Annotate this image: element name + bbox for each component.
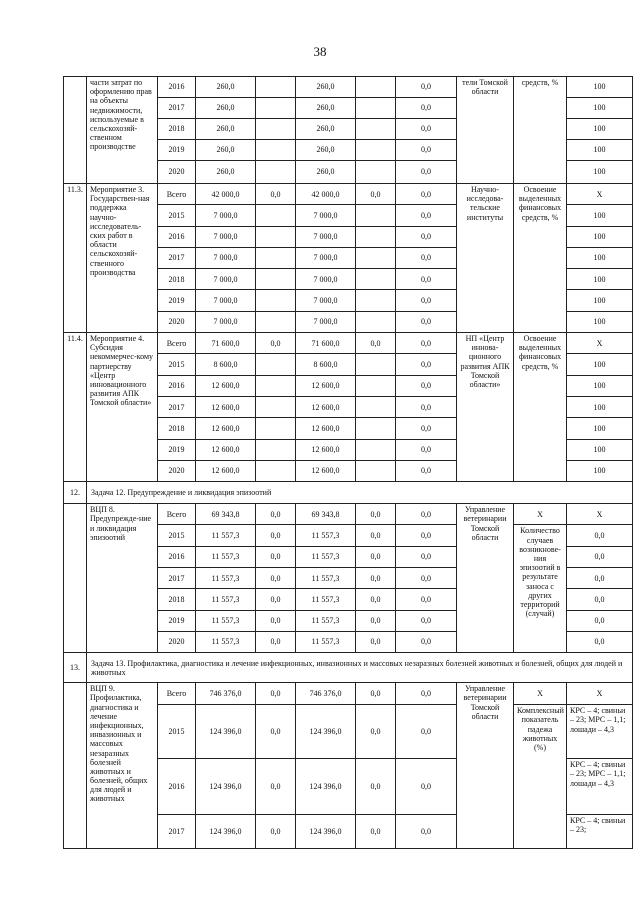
total-cell: 260,0 xyxy=(196,119,256,140)
federal-cell xyxy=(256,226,296,247)
indicator-value-cell: 100 xyxy=(567,161,633,184)
indicator-value-cell: 100 xyxy=(567,290,633,311)
total-cell: 260,0 xyxy=(196,161,256,184)
total-cell: 69 343,8 xyxy=(196,504,256,525)
municipal-cell xyxy=(356,205,396,226)
table-row xyxy=(64,333,633,354)
regional-cell: 71 600,0 xyxy=(296,333,356,354)
year-cell: 2015 xyxy=(158,205,196,226)
total-cell: 12 600,0 xyxy=(196,375,256,396)
activity-name: части затрат по оформлению прав на объекты недвижимости, используемые в сельскохозяй-ственном производстве xyxy=(87,77,158,184)
federal-cell: 0,0 xyxy=(256,683,296,705)
regional-cell: 11 557,3 xyxy=(296,589,356,610)
indicator-value-cell: 0,0 xyxy=(567,589,633,610)
municipal-cell xyxy=(356,98,396,119)
extrabudget-cell: 0,0 xyxy=(396,610,457,631)
federal-cell xyxy=(256,140,296,161)
year-cell: 2017 xyxy=(158,568,196,589)
municipal-cell xyxy=(356,269,396,290)
extrabudget-cell: 0,0 xyxy=(396,396,457,417)
total-cell: 124 396,0 xyxy=(196,815,256,849)
municipal-cell: 0,0 xyxy=(356,568,396,589)
extrabudget-cell: 0,0 xyxy=(396,631,457,652)
indicator-value-cell: 100 xyxy=(567,418,633,439)
budget-table xyxy=(63,76,633,849)
regional-cell: 7 000,0 xyxy=(296,269,356,290)
municipal-cell: 0,0 xyxy=(356,333,396,354)
extrabudget-cell: 0,0 xyxy=(396,140,457,161)
regional-cell: 42 000,0 xyxy=(296,184,356,205)
indicator-value-cell: Х xyxy=(567,683,633,705)
indicator-value-cell: 0,0 xyxy=(567,631,633,652)
total-cell: 11 557,3 xyxy=(196,589,256,610)
task-title: Задача 13. Профилактика, диагностика и лечение инфекционных, инвазионных и массовых незаразных болезней животных и болезней, общих для людей и животных xyxy=(87,653,633,683)
total-cell: 746 376,0 xyxy=(196,683,256,705)
year-cell: 2015 xyxy=(158,705,196,759)
regional-cell: 11 557,3 xyxy=(296,610,356,631)
total-cell: 8 600,0 xyxy=(196,354,256,375)
federal-cell: 0,0 xyxy=(256,610,296,631)
municipal-cell xyxy=(356,77,396,98)
executor-cell: тели Томской области xyxy=(457,77,514,184)
indicator-value-cell: 100 xyxy=(567,247,633,268)
total-cell: 7 000,0 xyxy=(196,269,256,290)
indicator-cell: Освоение выделенных финансовых средств, % xyxy=(514,333,567,482)
regional-cell: 124 396,0 xyxy=(296,815,356,849)
regional-cell: 11 557,3 xyxy=(296,568,356,589)
federal-cell: 0,0 xyxy=(256,184,296,205)
extrabudget-cell: 0,0 xyxy=(396,375,457,396)
extrabudget-cell: 0,0 xyxy=(396,119,457,140)
extrabudget-cell: 0,0 xyxy=(396,683,457,705)
municipal-cell xyxy=(356,119,396,140)
extrabudget-cell: 0,0 xyxy=(396,568,457,589)
year-cell: 2020 xyxy=(158,311,196,332)
federal-cell: 0,0 xyxy=(256,546,296,567)
indicator-value-cell: Х xyxy=(567,504,633,525)
indicator-value-cell: 0,0 xyxy=(567,546,633,567)
extrabudget-cell: 0,0 xyxy=(396,226,457,247)
year-cell: Всего xyxy=(158,184,196,205)
total-cell: 12 600,0 xyxy=(196,439,256,460)
total-cell: 71 600,0 xyxy=(196,333,256,354)
municipal-cell: 0,0 xyxy=(356,184,396,205)
federal-cell xyxy=(256,98,296,119)
year-cell: 2017 xyxy=(158,815,196,849)
regional-cell: 260,0 xyxy=(296,98,356,119)
indicator-cell: Освоение выделенных финансовых средств, % xyxy=(514,184,567,333)
year-cell: 2018 xyxy=(158,418,196,439)
regional-cell: 7 000,0 xyxy=(296,311,356,332)
federal-cell: 0,0 xyxy=(256,568,296,589)
total-cell: 7 000,0 xyxy=(196,226,256,247)
extrabudget-cell: 0,0 xyxy=(396,290,457,311)
federal-cell xyxy=(256,205,296,226)
activity-name: Мероприятие 3. Государствен-ная поддержка научно-исследователь-ских работ в области сельскохозяй-ственного производства xyxy=(87,184,158,333)
total-cell: 11 557,3 xyxy=(196,525,256,546)
executor-cell: Управление ветеринарии Томской области xyxy=(457,683,514,849)
year-cell: 2016 xyxy=(158,375,196,396)
indicator-value-cell: 100 xyxy=(567,375,633,396)
regional-cell: 12 600,0 xyxy=(296,439,356,460)
year-cell: 2015 xyxy=(158,354,196,375)
year-cell: 2018 xyxy=(158,589,196,610)
extrabudget-cell: 0,0 xyxy=(396,525,457,546)
indicator-value-cell: Х xyxy=(567,184,633,205)
federal-cell xyxy=(256,311,296,332)
regional-cell: 260,0 xyxy=(296,140,356,161)
table-row xyxy=(64,504,633,525)
extrabudget-cell: 0,0 xyxy=(396,546,457,567)
municipal-cell: 0,0 xyxy=(356,705,396,759)
year-cell: 2017 xyxy=(158,98,196,119)
page-number: 38 xyxy=(313,44,327,59)
extrabudget-cell: 0,0 xyxy=(396,205,457,226)
federal-cell xyxy=(256,269,296,290)
municipal-cell xyxy=(356,396,396,417)
federal-cell xyxy=(256,247,296,268)
federal-cell xyxy=(256,396,296,417)
item-number xyxy=(64,77,87,184)
extrabudget-cell: 0,0 xyxy=(396,504,457,525)
total-cell: 124 396,0 xyxy=(196,705,256,759)
regional-cell: 124 396,0 xyxy=(296,705,356,759)
federal-cell: 0,0 xyxy=(256,504,296,525)
item-number: 11.4. xyxy=(64,333,87,482)
indicator-value-cell: КРС – 4; свиньи – 23; МРС – 1,1; лошади – 4,3 xyxy=(567,705,633,759)
regional-cell: 124 396,0 xyxy=(296,759,356,815)
extrabudget-cell: 0,0 xyxy=(396,759,457,815)
total-cell: 260,0 xyxy=(196,140,256,161)
year-cell: 2017 xyxy=(158,247,196,268)
total-cell: 12 600,0 xyxy=(196,460,256,481)
total-cell: 11 557,3 xyxy=(196,631,256,652)
regional-cell: 260,0 xyxy=(296,119,356,140)
activity-name: Мероприятие 4. Субсидия некоммерчес-кому партнерству «Центр инновационного развития АПК Томской области» xyxy=(87,333,158,482)
municipal-cell xyxy=(356,140,396,161)
indicator-value-cell: 100 xyxy=(567,140,633,161)
regional-cell: 7 000,0 xyxy=(296,226,356,247)
federal-cell: 0,0 xyxy=(256,705,296,759)
regional-cell: 69 343,8 xyxy=(296,504,356,525)
item-number: 11.3. xyxy=(64,184,87,333)
extrabudget-cell: 0,0 xyxy=(396,815,457,849)
federal-cell xyxy=(256,460,296,481)
regional-cell: 12 600,0 xyxy=(296,396,356,417)
regional-cell: 11 557,3 xyxy=(296,631,356,652)
municipal-cell: 0,0 xyxy=(356,525,396,546)
year-cell: 2016 xyxy=(158,226,196,247)
total-cell: 124 396,0 xyxy=(196,759,256,815)
table-row xyxy=(64,77,633,98)
federal-cell: 0,0 xyxy=(256,333,296,354)
municipal-cell xyxy=(356,161,396,184)
year-cell: Всего xyxy=(158,504,196,525)
federal-cell xyxy=(256,354,296,375)
indicator-value-cell: КРС – 4; свиньи – 23; xyxy=(567,815,633,849)
indicator-value-cell: 100 xyxy=(567,98,633,119)
activity-name: ВЦП 9. Профилактика, диагностика и лечение инфекционных, инвазионных и массовых незаразных болезней животных и болезней, общих для людей и животных xyxy=(87,683,158,849)
extrabudget-cell: 0,0 xyxy=(396,418,457,439)
activity-name: ВЦП 8. Предупрежде-ние и ликвидация эпизоотий xyxy=(87,504,158,653)
year-cell: 2019 xyxy=(158,439,196,460)
total-cell: 7 000,0 xyxy=(196,205,256,226)
federal-cell: 0,0 xyxy=(256,815,296,849)
task-row xyxy=(64,653,633,683)
extrabudget-cell: 0,0 xyxy=(396,184,457,205)
year-cell: 2018 xyxy=(158,119,196,140)
item-number xyxy=(64,504,87,653)
extrabudget-cell: 0,0 xyxy=(396,460,457,481)
indicator-value-cell: 0,0 xyxy=(567,610,633,631)
indicator-value-cell: КРС – 4; свиньи – 23; МРС – 1,1; лошади – 4,3 xyxy=(567,759,633,815)
regional-cell: 11 557,3 xyxy=(296,546,356,567)
item-number xyxy=(64,683,87,849)
regional-cell: 12 600,0 xyxy=(296,460,356,481)
year-cell: 2016 xyxy=(158,77,196,98)
year-cell: 2020 xyxy=(158,161,196,184)
year-cell: 2016 xyxy=(158,759,196,815)
indicator-value-cell: 100 xyxy=(567,205,633,226)
year-cell: 2017 xyxy=(158,396,196,417)
executor-cell: НП «Центр иннова-ционного развития АПК Томской области» xyxy=(457,333,514,482)
municipal-cell: 0,0 xyxy=(356,504,396,525)
municipal-cell xyxy=(356,290,396,311)
extrabudget-cell: 0,0 xyxy=(396,333,457,354)
task-number: 12. xyxy=(64,482,87,504)
task-title: Задача 12. Предупреждение и ликвидация эпизоотий xyxy=(87,482,633,504)
municipal-cell: 0,0 xyxy=(356,815,396,849)
indicator-cell: средств, % xyxy=(514,77,567,184)
extrabudget-cell: 0,0 xyxy=(396,589,457,610)
indicator-value-cell: 0,0 xyxy=(567,525,633,546)
year-cell: 2019 xyxy=(158,290,196,311)
municipal-cell xyxy=(356,418,396,439)
federal-cell xyxy=(256,119,296,140)
total-cell: 7 000,0 xyxy=(196,311,256,332)
extrabudget-cell: 0,0 xyxy=(396,439,457,460)
total-cell: 260,0 xyxy=(196,98,256,119)
year-cell: Всего xyxy=(158,683,196,705)
indicator-cell: Количество случаев возникнове-ния эпизоотий в результате заноса с других территорий (случай) xyxy=(514,525,567,653)
total-cell: 11 557,3 xyxy=(196,610,256,631)
indicator-value-cell: 100 xyxy=(567,354,633,375)
regional-cell: 746 376,0 xyxy=(296,683,356,705)
regional-cell: 7 000,0 xyxy=(296,290,356,311)
year-cell: Всего xyxy=(158,333,196,354)
indicator-value-cell: 100 xyxy=(567,226,633,247)
task-number: 13. xyxy=(64,653,87,683)
federal-cell: 0,0 xyxy=(256,759,296,815)
federal-cell xyxy=(256,375,296,396)
table-body xyxy=(64,77,633,849)
year-cell: 2015 xyxy=(158,525,196,546)
federal-cell: 0,0 xyxy=(256,589,296,610)
indicator-value-cell: 100 xyxy=(567,396,633,417)
indicator-cell: Комплексный показатель падежа животных (%) xyxy=(514,705,567,849)
municipal-cell: 0,0 xyxy=(356,631,396,652)
indicator-cell: Х xyxy=(514,683,567,705)
total-cell: 11 557,3 xyxy=(196,546,256,567)
regional-cell: 7 000,0 xyxy=(296,205,356,226)
regional-cell: 260,0 xyxy=(296,77,356,98)
executor-cell: Научно-исследова-тельские институты xyxy=(457,184,514,333)
municipal-cell xyxy=(356,439,396,460)
municipal-cell xyxy=(356,354,396,375)
regional-cell: 12 600,0 xyxy=(296,418,356,439)
extrabudget-cell: 0,0 xyxy=(396,161,457,184)
indicator-value-cell: 100 xyxy=(567,269,633,290)
municipal-cell xyxy=(356,311,396,332)
indicator-value-cell: 100 xyxy=(567,460,633,481)
municipal-cell: 0,0 xyxy=(356,589,396,610)
indicator-value-cell: Х xyxy=(567,333,633,354)
indicator-value-cell: 100 xyxy=(567,77,633,98)
indicator-value-cell: 0,0 xyxy=(567,568,633,589)
extrabudget-cell: 0,0 xyxy=(396,705,457,759)
municipal-cell xyxy=(356,226,396,247)
federal-cell: 0,0 xyxy=(256,631,296,652)
executor-cell: Управление ветеринарии Томской области xyxy=(457,504,514,653)
regional-cell: 7 000,0 xyxy=(296,247,356,268)
total-cell: 11 557,3 xyxy=(196,568,256,589)
federal-cell xyxy=(256,418,296,439)
indicator-value-cell: 100 xyxy=(567,311,633,332)
total-cell: 12 600,0 xyxy=(196,396,256,417)
federal-cell: 0,0 xyxy=(256,525,296,546)
indicator-value-cell: 100 xyxy=(567,119,633,140)
regional-cell: 260,0 xyxy=(296,161,356,184)
municipal-cell: 0,0 xyxy=(356,683,396,705)
year-cell: 2016 xyxy=(158,546,196,567)
indicator-value-cell: 100 xyxy=(567,439,633,460)
municipal-cell: 0,0 xyxy=(356,610,396,631)
regional-cell: 8 600,0 xyxy=(296,354,356,375)
total-cell: 7 000,0 xyxy=(196,247,256,268)
year-cell: 2018 xyxy=(158,269,196,290)
extrabudget-cell: 0,0 xyxy=(396,354,457,375)
table-row xyxy=(64,184,633,205)
table-row xyxy=(64,683,633,705)
regional-cell: 11 557,3 xyxy=(296,525,356,546)
extrabudget-cell: 0,0 xyxy=(396,98,457,119)
total-cell: 12 600,0 xyxy=(196,418,256,439)
extrabudget-cell: 0,0 xyxy=(396,77,457,98)
municipal-cell: 0,0 xyxy=(356,759,396,815)
federal-cell xyxy=(256,439,296,460)
year-cell: 2020 xyxy=(158,631,196,652)
municipal-cell xyxy=(356,247,396,268)
municipal-cell xyxy=(356,375,396,396)
municipal-cell: 0,0 xyxy=(356,546,396,567)
total-cell: 260,0 xyxy=(196,77,256,98)
task-row xyxy=(64,482,633,504)
indicator-cell: Х xyxy=(514,504,567,525)
municipal-cell xyxy=(356,460,396,481)
federal-cell xyxy=(256,77,296,98)
year-cell: 2019 xyxy=(158,610,196,631)
year-cell: 2020 xyxy=(158,460,196,481)
federal-cell xyxy=(256,290,296,311)
total-cell: 42 000,0 xyxy=(196,184,256,205)
extrabudget-cell: 0,0 xyxy=(396,269,457,290)
total-cell: 7 000,0 xyxy=(196,290,256,311)
federal-cell xyxy=(256,161,296,184)
year-cell: 2019 xyxy=(158,140,196,161)
extrabudget-cell: 0,0 xyxy=(396,247,457,268)
regional-cell: 12 600,0 xyxy=(296,375,356,396)
extrabudget-cell: 0,0 xyxy=(396,311,457,332)
